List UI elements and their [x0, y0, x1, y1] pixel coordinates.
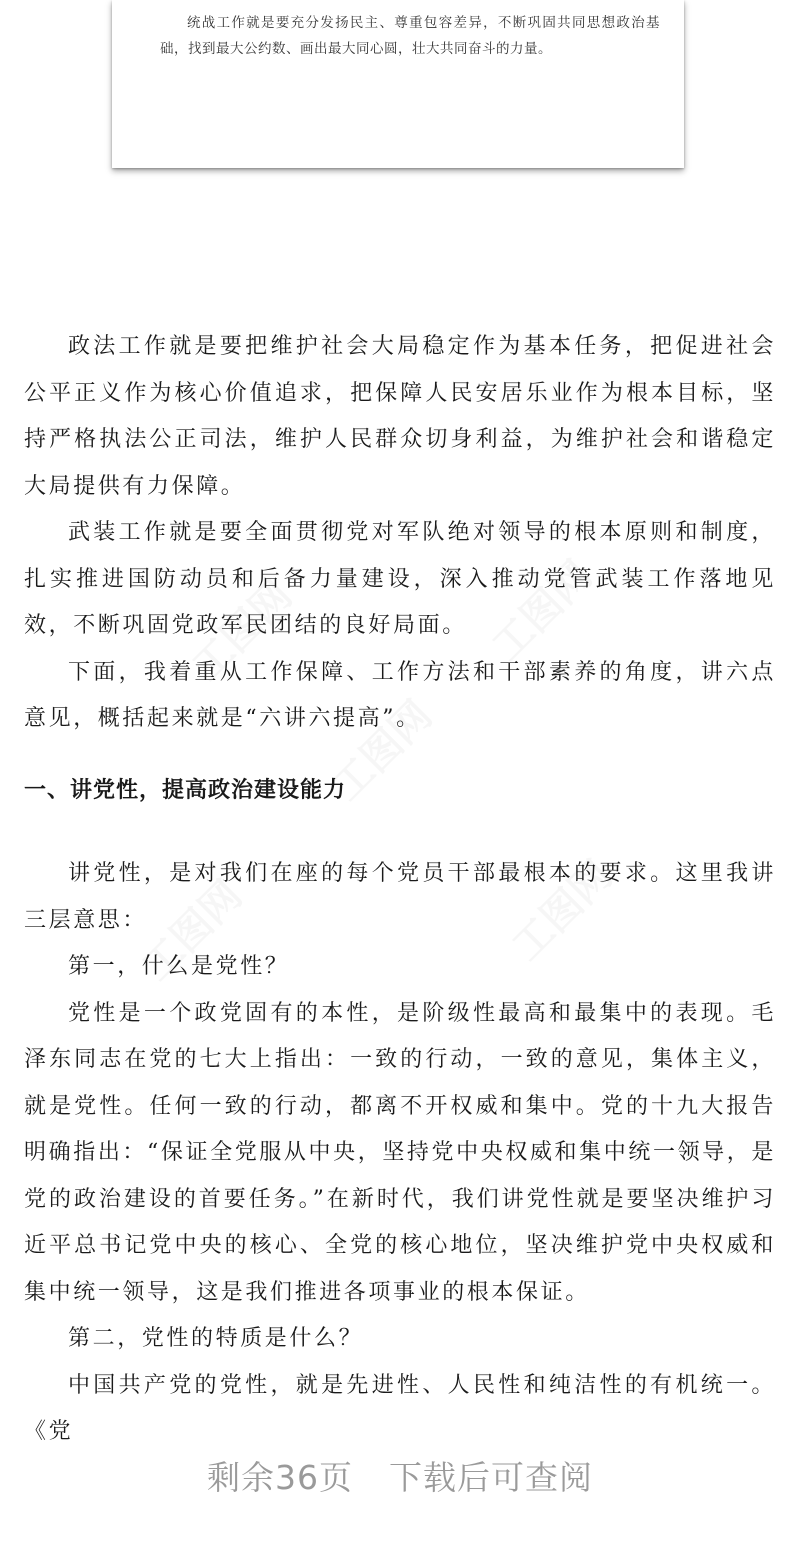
paragraph: 中国共产党的党性，就是先进性、人民性和纯洁性的有机统一。《党	[24, 1372, 776, 1444]
paragraph: 讲党性，是对我们在座的每个党员干部最根本的要求。这里我讲三层意思：	[24, 861, 776, 933]
paragraph: 政法工作就是要把维护社会大局稳定作为基本任务，把促进社会公平正义作为核心价值追求，把保障人民安居乐业作为根本目标，坚持严格执法公正司法，维护人民群众切身利益，为维护社会和谐稳定大局提供有力保障。	[24, 334, 776, 499]
download-prompt[interactable]	[0, 1452, 800, 1499]
body-section-2	[24, 851, 776, 1456]
section-heading: 一、讲党性，提高政治建设能力	[24, 778, 347, 803]
paragraph: 党性是一个政党固有的本性，是阶级性最高和最集中的表现。毛泽东同志在党的七大上指出：一致的行动，一致的意见，集体主义，就是党性。任何一致的行动，都离不开权威和集中。党的十九大报告明确指出：“保证全党服从中央，坚持党中央权威和集中统一领导，是党的政治建设的首要任务。”在新时代，我们讲党性就是要坚决维护习近平总书记党中央的核心、全党的核心地位，坚决维护党中央权威和集中统一领导，这是我们推进各项事业的根本保证。	[24, 1000, 776, 1305]
body-section-1	[24, 324, 776, 743]
card-text: 统战工作就是要充分发扬民主、尊重包容差异，不断巩固共同思想政治基础，找到最大公约数、画出最大同心圆，壮大共同奋斗的力量。	[160, 14, 660, 57]
paragraph: 第二，党性的特质是什么？	[68, 1326, 364, 1351]
download-hint-label: 下载后可查阅	[389, 1458, 593, 1497]
remaining-pages-label: 剩余36页	[207, 1458, 353, 1497]
paragraph: 武装工作就是要全面贯彻党对军队绝对领导的根本原则和制度，扎实推进国防动员和后备力量建设，深入推动党管武装工作落地见效，不断巩固党政军民团结的良好局面。	[24, 520, 776, 638]
paragraph: 下面，我着重从工作保障、工作方法和干部素养的角度，讲六点意见，概括起来就是“六讲六提高”。	[24, 659, 776, 731]
paragraph: 第一，什么是党性？	[68, 954, 290, 979]
excerpt-card	[112, 0, 684, 168]
